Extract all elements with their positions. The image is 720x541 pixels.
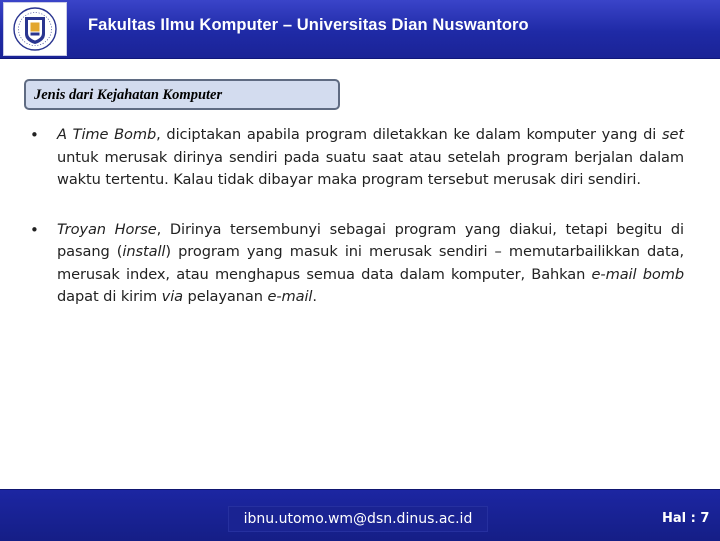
header-title: Fakultas Ilmu Komputer – Universitas Dian Nuswantoro bbox=[88, 16, 529, 34]
bullet-marker: • bbox=[30, 220, 39, 239]
page-number: Hal : 7 bbox=[662, 511, 710, 526]
section-title: Jenis dari Kejahatan Komputer bbox=[34, 87, 223, 103]
text-segment: untuk merusak dirinya sendiri pada suatu saat atau setelah program berjalan dalam waktu tertentu. Kalau tidak dibayar maka program tersebut merusak diri sendiri. bbox=[57, 148, 684, 188]
text-segment: pelayanan bbox=[183, 288, 268, 305]
italic-term: via bbox=[161, 288, 183, 305]
footer-bar bbox=[0, 489, 720, 541]
university-shield-logo-icon bbox=[4, 3, 66, 55]
italic-term: install bbox=[122, 243, 166, 260]
bullet-item-troyan-horse bbox=[30, 219, 684, 309]
italic-term: A Time Bomb bbox=[57, 126, 157, 143]
text-segment: , diciptakan apabila program diletakkan ke dalam komputer yang di bbox=[156, 126, 662, 143]
italic-term: set bbox=[661, 126, 684, 143]
text-segment: . bbox=[312, 288, 317, 305]
header-bar bbox=[0, 0, 720, 59]
bullet-list bbox=[30, 124, 684, 309]
section-title-box bbox=[24, 79, 340, 110]
bullet-text bbox=[57, 124, 684, 192]
bullet-text bbox=[57, 219, 684, 309]
italic-term: Troyan Horse bbox=[57, 220, 157, 238]
italic-term: e-mail bbox=[267, 288, 313, 305]
footer-email: ibnu.utomo.wm@dsn.dinus.ac.id bbox=[228, 506, 488, 532]
university-logo bbox=[3, 2, 67, 56]
bullet-marker: • bbox=[30, 126, 39, 144]
text-segment: , Dirinya tersembunyi sebagai program yang diakui, tetapi begitu di pasang ( bbox=[57, 220, 684, 260]
text-segment: ) program yang masuk ini merusak sendiri – memutarbailikkan data, merusak index, atau menghapus semua data dalam komputer, Bahkan bbox=[57, 243, 684, 283]
italic-term: e-mail bomb bbox=[591, 265, 684, 283]
bullet-item-time-bomb bbox=[30, 124, 684, 192]
text-segment: dapat di kirim bbox=[57, 288, 162, 305]
